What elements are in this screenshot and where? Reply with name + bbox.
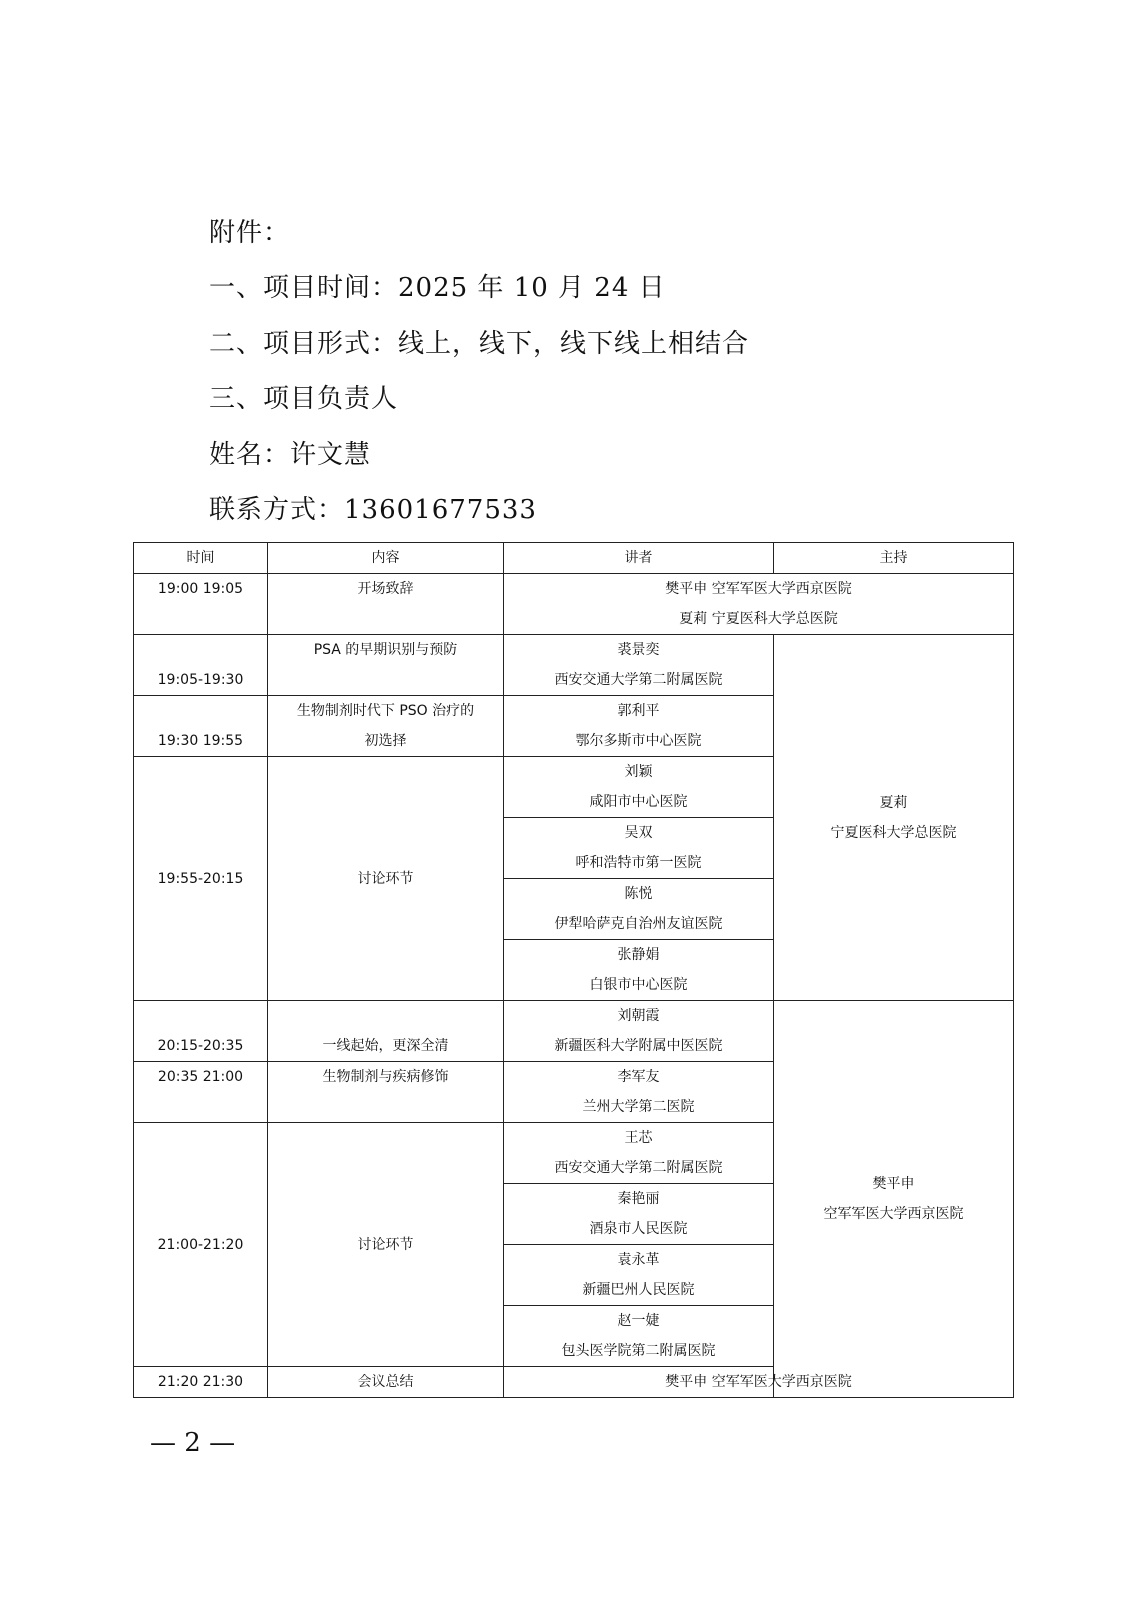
speaker-cell: [504, 1001, 774, 1062]
speaker-cell: 樊平申 空军军医大学西京医院: [504, 1367, 1014, 1398]
host-cell: [774, 1001, 1014, 1398]
speaker-cell: [504, 1245, 774, 1306]
speaker-cell: [504, 1306, 774, 1367]
leader-name: 姓名：许文慧: [209, 440, 372, 470]
content-cell: 生物制剂与疾病修饰: [268, 1062, 504, 1123]
content-line-1: 生物制剂时代下 PSO 治疗的: [296, 703, 475, 719]
table-row: [134, 1001, 1014, 1062]
speaker-name: 刘朝霞: [617, 1008, 660, 1024]
content-cell: PSA 的早期识别与预防: [268, 635, 504, 696]
host-cell: [774, 635, 1014, 1001]
speaker-cell: [504, 1062, 774, 1123]
speaker-hospital: 西安交通大学第二附属医院: [554, 672, 723, 688]
speaker-name: 陈悦: [624, 886, 653, 902]
content-cell: 开场致辞: [268, 574, 504, 635]
time-cell: 20:15-20:35: [134, 1001, 268, 1062]
speaker-name: 赵一婕: [617, 1313, 660, 1329]
speaker-name: 刘颖: [624, 764, 653, 780]
schedule-table: [133, 542, 1014, 1398]
speaker-hospital: 酒泉市人民医院: [589, 1221, 688, 1237]
speaker-name: 王芯: [624, 1130, 653, 1146]
speaker-hospital: 白银市中心医院: [589, 977, 688, 993]
speaker-cell: [504, 696, 774, 757]
table-row: [134, 635, 1014, 696]
speaker-cell: [504, 940, 774, 1001]
speaker-hospital: 包头医学院第二附属医院: [561, 1343, 716, 1359]
table-row: [134, 1367, 1014, 1398]
time-cell: 21:20 21:30: [134, 1367, 268, 1398]
speaker-cell: [504, 635, 774, 696]
time-cell: 19:30 19:55: [134, 696, 268, 757]
opening-speaker-2: 夏莉 宁夏医科大学总医院: [679, 611, 838, 627]
speaker-cell: [504, 818, 774, 879]
table-header-row: [134, 543, 1014, 574]
attachment-label: 附件：: [209, 218, 291, 248]
host-hospital: 空军军医大学西京医院: [823, 1206, 964, 1222]
project-format: 二、项目形式：线上，线下，线下线上相结合: [209, 329, 750, 359]
host-name: 夏莉: [879, 794, 908, 811]
project-time: 一、项目时间：2025 年 10 月 24 日: [209, 273, 666, 303]
project-leader-heading: 三、项目负责人: [209, 384, 399, 414]
speaker-hospital: 呼和浩特市第一医院: [575, 855, 702, 871]
content-cell: 会议总结: [268, 1367, 504, 1398]
content-cell: 一线起始，更深全清: [268, 1001, 504, 1062]
content-line-2: 初选择: [364, 733, 407, 749]
speaker-cell: [504, 757, 774, 818]
table-row: [134, 574, 1014, 635]
speaker-hospital: 鄂尔多斯市中心医院: [575, 733, 702, 749]
host-name: 樊平申: [872, 1176, 915, 1192]
host-hospital: 宁夏医科大学总医院: [830, 824, 957, 841]
speaker-name: 郭利平: [617, 703, 660, 719]
speaker-name: 秦艳丽: [617, 1191, 660, 1207]
speaker-name: 张静娟: [617, 947, 660, 963]
speaker-hospital: 新疆医科大学附属中医医院: [554, 1038, 723, 1054]
time-cell: 20:35 21:00: [134, 1062, 268, 1123]
speaker-cell: [504, 1184, 774, 1245]
header-speaker: 讲者: [504, 543, 774, 574]
speaker-hospital: 伊犁哈萨克自治州友谊医院: [554, 916, 723, 932]
content-cell: 讨论环节: [268, 757, 504, 1001]
header-time: 时间: [134, 543, 268, 574]
time-cell: 19:00 19:05: [134, 574, 268, 635]
time-cell: 19:55-20:15: [134, 757, 268, 1001]
speaker-name: 裘景奕: [617, 642, 660, 658]
speaker-hospital: 咸阳市中心医院: [589, 794, 688, 810]
speaker-hospital: 新疆巴州人民医院: [582, 1282, 695, 1298]
time-cell: 19:05-19:30: [134, 635, 268, 696]
speaker-cell: [504, 1123, 774, 1184]
content-cell: 讨论环节: [268, 1123, 504, 1367]
speaker-hospital: 兰州大学第二医院: [582, 1099, 695, 1115]
time-cell: 21:00-21:20: [134, 1123, 268, 1367]
page-number: — 2 —: [150, 1428, 236, 1458]
speaker-cell: [504, 574, 1014, 635]
header-content: 内容: [268, 543, 504, 574]
speaker-name: 吴双: [624, 825, 653, 841]
content-cell: [268, 696, 504, 757]
opening-speaker-1: 樊平申 空军军医大学西京医院: [665, 581, 852, 597]
speaker-name: 袁永革: [617, 1252, 660, 1268]
speaker-hospital: 西安交通大学第二附属医院: [554, 1160, 723, 1176]
leader-contact: 联系方式：13601677533: [209, 495, 537, 525]
speaker-cell: [504, 879, 774, 940]
speaker-name: 李军友: [617, 1069, 660, 1085]
header-host: 主持: [774, 543, 1014, 574]
